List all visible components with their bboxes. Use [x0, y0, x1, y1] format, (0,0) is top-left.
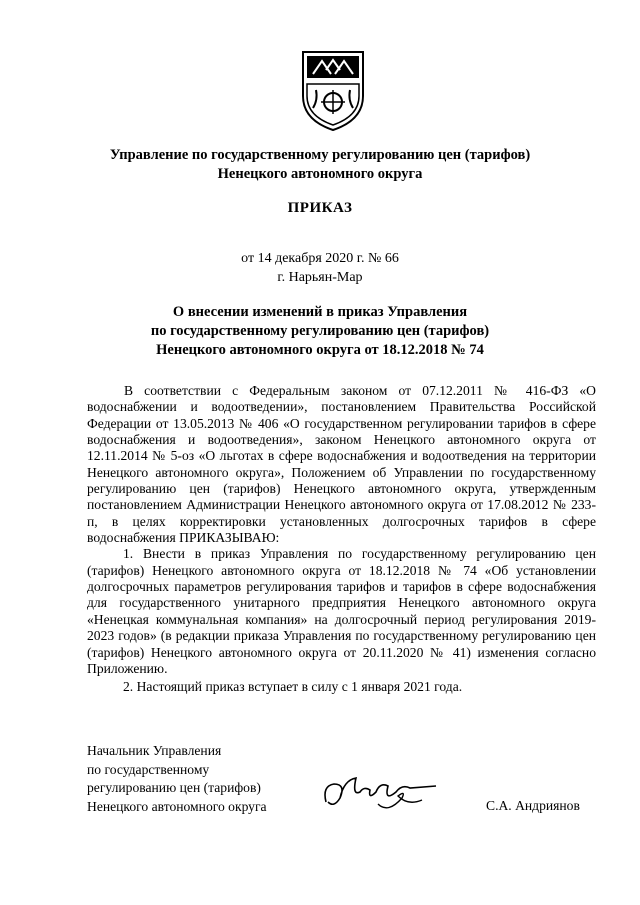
subject-line2: по государственному регулированию цен (тарифов) — [150, 323, 490, 339]
signatory-line4: Ненецкого автономного округа — [87, 799, 267, 815]
agency-name-line1: Управление по государственному регулированию цен (тарифов) — [109, 147, 531, 163]
document-body — [87, 383, 596, 696]
order-item-2: 2. Настоящий приказ вступает в силу с 1 января 2021 года. — [123, 679, 463, 695]
signatory-line1: Начальник Управления — [87, 743, 222, 758]
agency-name-line2: Ненецкого автономного округа — [217, 166, 423, 182]
coat-of-arms-emblem — [298, 48, 368, 132]
signatory-name: С.А. Андриянов — [486, 798, 580, 813]
subject-line3: Ненецкого автономного округа от 18.12.2018 № 74 — [156, 342, 484, 358]
document-place: г. Нарьян-Мар — [277, 270, 363, 285]
subject-line1: О внесении изменений в приказ Управления — [172, 304, 468, 320]
order-item-1: 1. Внести в приказ Управления по государственному регулированию цен (тарифов) Ненецкого автономного округа от 18.12.2018 № 74 «Об установлении долгосрочных параметров регулирования тарифов и тарифов в сфере водоснабжения для государственного унитарного предприятия Ненецкого автономного округа «Ненецкая коммунальная компания» на долгосрочный период регулирования 2019-2023 годов» (в редакции приказа Управления по государственному регулированию цен (тарифов) Ненецкого автономного округа от 20.11.2020 № 41) изменения согласно Приложению. — [87, 546, 596, 676]
preamble-paragraph: В соответствии с Федеральным законом от 07.12.2011 № 416-ФЗ «О водоснабжении и водоотведении», постановлением Правительства Российской Федерации от 13.05.2013 № 406 «О государственном регулировании тарифов в сфере водоснабжения и водоотведения», законом Ненецкого автономного округа от 12.11.2014 № 5-оз «О льготах в сфере водоснабжения и водоотведения на территории Ненецкого автономного округа», Положением об Управлении по государственному регулированию цен (тарифов) Ненецкого автономного округа, утвержденным постановлением Администрации Ненецкого автономного округа от 17.08.2012 № 233-п, в целях корректировки установленных долгосрочных тарифов в сфере водоснабжения ПРИКАЗЫВАЮ: — [87, 383, 596, 546]
handwritten-signature — [318, 762, 448, 820]
signatory-line2: по государственному — [87, 761, 210, 777]
signatory-line3: регулированию цен (тарифов) — [87, 780, 261, 796]
signatory-position — [87, 742, 267, 817]
document-title: ПРИКАЗ — [287, 200, 353, 216]
document-date-number: от 14 декабря 2020 г. № 66 — [241, 251, 399, 266]
